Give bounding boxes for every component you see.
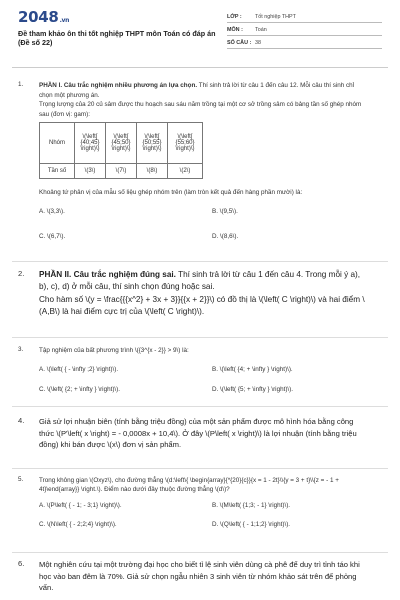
logo-suffix: .vn: [59, 17, 70, 24]
table-cell: [137, 123, 168, 164]
question-text: Cho hàm số \(y = \frac{{{x^2} + 3x + 3}}{{x + 2}}\) có đồ thị là \(\left( C \right)\) và hai điểm \(A,B\) là hai điểm cực trị của \(\left( C \right)\).: [39, 294, 365, 316]
option-d[interactable]: D. \(8,6\).: [212, 232, 239, 240]
cell-line: {50;55}: [142, 140, 162, 146]
table-row: [40, 123, 203, 164]
cell-line: \(\left[: [144, 134, 160, 140]
answer-options: [39, 356, 368, 396]
option-d[interactable]: D. \(Q\left( { - 1;1;2} \right)\).: [212, 521, 291, 528]
question-text: Một nghiên cứu tại một trường đại học cho biết tỉ lệ sinh viên dùng cà phê để duy trì tỉnh táo khi học vào ban đêm là 70%. Giả sử chọn ngẫu nhiên 3 sinh viên từ nhóm khảo sát trên để phỏng vấn.: [39, 560, 360, 592]
question-4: [18, 416, 368, 466]
question-6: [18, 559, 368, 600]
cell-line: {45;50}: [111, 140, 131, 146]
cell-line: \(\left[: [113, 134, 129, 140]
option-b[interactable]: B. \(M\left( {1;3; - 1} \right)\).: [212, 502, 291, 509]
document-meta: [227, 10, 382, 49]
table-cell: \(7\): [106, 164, 137, 179]
question-divider: [12, 406, 388, 407]
question-divider: [12, 261, 388, 262]
meta-label: LỚP :: [227, 14, 242, 20]
answer-options: [39, 202, 368, 252]
question-number: 2.: [18, 269, 25, 278]
meta-label: SỐ CÂU :: [227, 40, 252, 46]
option-b[interactable]: B. \(\left( {4; + \infty } \right)\).: [212, 365, 293, 373]
question-text: Trong không gian \(Oxyz\), cho đường thẳng \(d:\left\{ \begin{array}{*{20}{c}}{x = 1 - 2t}\\{y = 3 + t}\\{z = - 1 + 4t}\end{array}} \right.\). Điểm nào dưới đây thuộc đường thẳng \(d\)?: [39, 477, 339, 493]
answer-options: [39, 494, 368, 534]
section-intro: [39, 269, 368, 294]
option-d[interactable]: D. \(\left( {5; + \infty } \right)\).: [212, 385, 294, 393]
question-2: [18, 269, 368, 331]
question-body: [39, 81, 368, 252]
question-text: Tập nghiệm của bất phương trình \({3^{x - 2}} > 9\) là:: [39, 347, 189, 354]
cell-line: \right)\): [175, 146, 195, 152]
question-body: [39, 559, 368, 594]
table-cell: \(3\): [75, 164, 106, 179]
question-1: [18, 81, 368, 267]
meta-row-count: [227, 36, 382, 49]
option-c[interactable]: C. \(6,7\).: [39, 232, 66, 240]
section-instructions: Thí sinh trả lời từ câu 1 đến câu 12. Mỗi câu thí sinh chỉ chọn một phương án.: [39, 82, 355, 99]
document-title: Đề tham khảo ôn thi tốt nghiệp THPT môn Toán có đáp án (Đề số 22): [18, 29, 216, 47]
table-cell: [106, 123, 137, 164]
question-body: [39, 346, 368, 396]
cell-line: \(\left[: [177, 134, 193, 140]
frequency-table: [39, 122, 203, 179]
cell-line: \right)\): [80, 146, 100, 152]
section-heading: PHẦN I. Câu trắc nghiệm nhiều phương án lựa chọn.: [39, 82, 198, 89]
logo-text: 2048: [18, 8, 59, 26]
question-body: [39, 476, 368, 534]
question-number: 4.: [18, 416, 25, 425]
question-3: [18, 346, 368, 398]
question-number: 3.: [18, 346, 24, 353]
question-divider: [12, 468, 388, 469]
question-number: 5.: [18, 476, 24, 483]
question-body: [39, 416, 368, 451]
option-a[interactable]: A. \(P\left( { - 1; - 3;1} \right)\).: [39, 502, 122, 509]
meta-label: MÔN :: [227, 27, 243, 33]
question-text: Trọng lượng của 20 củ sâm được thu hoạch sau sáu năm trồng tại một cơ sở trồng sâm có bảng tần số ghép nhóm sau (đơn vị: gam):: [39, 101, 362, 118]
question-number: 6.: [18, 559, 25, 568]
table-cell: Tần số: [40, 164, 75, 179]
option-c[interactable]: C. \(N\left( { - 2;2;4} \right)\).: [39, 521, 117, 528]
cell-line: \right)\): [142, 146, 162, 152]
question-body: [39, 269, 368, 318]
document-header: [0, 0, 400, 62]
table-row: [40, 164, 203, 179]
option-b[interactable]: B. \(9,5\).: [212, 207, 238, 215]
question-divider: [12, 552, 388, 553]
question-prompt: Khoảng tứ phân vị của mẫu số liệu ghép nhóm trên (làm tròn kết quả đến hàng phần mười) là:: [39, 189, 303, 196]
section-intro: [39, 81, 368, 100]
meta-row-subject: [227, 23, 382, 36]
table-cell: \(2\): [168, 164, 203, 179]
table-cell: Nhóm: [40, 123, 75, 164]
option-c[interactable]: C. \(\left( {2; + \infty } \right)\).: [39, 385, 121, 393]
header-divider: [12, 67, 388, 68]
cell-line: \right)\): [111, 146, 131, 152]
question-divider: [12, 337, 388, 338]
meta-value: Tốt nghiệp THPT: [255, 14, 296, 20]
cell-line: \(\left[: [82, 134, 98, 140]
table-cell: [168, 123, 203, 164]
meta-row-class: [227, 10, 382, 23]
table-cell: [75, 123, 106, 164]
option-a[interactable]: A. \(\left( { - \infty ;2} \right)\).: [39, 365, 119, 373]
section-instructions: Thí sinh trả lời từ câu 1 đến câu 4. Trong mỗi ý a), b), c), d) ở mỗi câu, thí sinh chọn đúng hoặc sai.: [39, 270, 361, 292]
table-cell: \(8\): [137, 164, 168, 179]
option-a[interactable]: A. \(3,3\).: [39, 207, 65, 215]
meta-value: Toán: [255, 27, 267, 33]
cell-line: {40;45}: [80, 140, 100, 146]
cell-line: {55;60}: [175, 140, 195, 146]
question-number: 1.: [18, 81, 24, 88]
question-text: Giả sử lợi nhuận biên (tính bằng triệu đồng) của một sản phẩm được mô hình hóa bằng công thức \(P'\left( x \right) = - 0,0008x + 10,4\). Ở đây \(P\left( x \right)\) là lợi nhuận (tính bằng triệu đồng) khi bán được \(x\) đơn vị sản phẩm.: [39, 417, 357, 449]
question-5: [18, 476, 368, 548]
section-heading: PHẦN II. Câu trắc nghiệm đúng sai.: [39, 270, 176, 279]
meta-value: 38: [255, 40, 261, 46]
